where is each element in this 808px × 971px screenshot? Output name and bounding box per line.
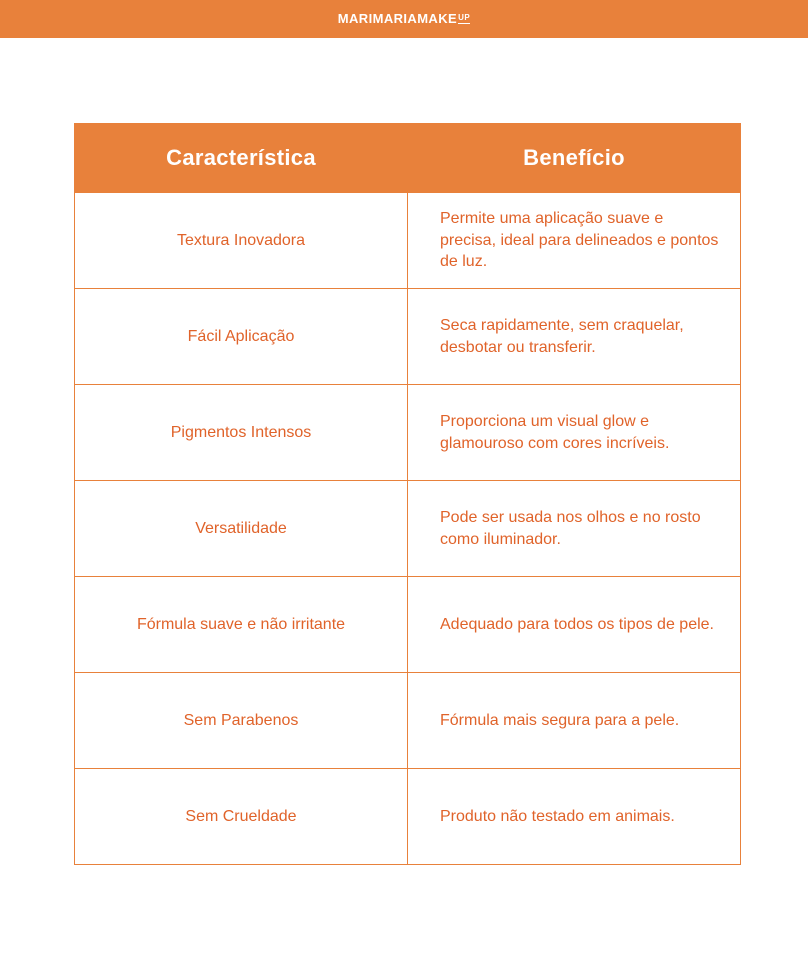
cell-benefit: Pode ser usada nos olhos e no rosto como iluminador. [408,481,741,577]
cell-feature: Sem Parabenos [75,673,408,769]
cell-benefit: Permite uma aplicação suave e precisa, ideal para delineados e pontos de luz. [408,193,741,289]
cell-benefit: Adequado para todos os tipos de pele. [408,577,741,673]
table-row [75,769,741,865]
column-header-benefit: Benefício [408,124,741,193]
table-header [75,124,741,193]
cell-feature: Pigmentos Intensos [75,385,408,481]
table-body [75,193,741,865]
cell-feature: Fácil Aplicação [75,289,408,385]
cell-feature: Fórmula suave e não irritante [75,577,408,673]
brand-header-bar [0,0,808,38]
table-row [75,289,741,385]
table-container [0,38,808,865]
table-row [75,673,741,769]
column-header-feature: Característica [75,124,408,193]
table-row [75,481,741,577]
features-benefits-table [74,123,741,865]
cell-benefit: Proporciona um visual glow e glamouroso com cores incríveis. [408,385,741,481]
brand-logo-main: MARIMARIAMAKE [337,11,458,26]
cell-benefit: Produto não testado em animais. [408,769,741,865]
table-row [75,193,741,289]
table-header-row [75,124,741,193]
cell-benefit: Fórmula mais segura para a pele. [408,673,741,769]
brand-logo-superscript: UP [458,13,471,22]
cell-feature: Sem Crueldade [75,769,408,865]
table-row [75,385,741,481]
cell-feature: Textura Inovadora [75,193,408,289]
cell-benefit: Seca rapidamente, sem craquelar, desbotar ou transferir. [408,289,741,385]
table-row [75,577,741,673]
cell-feature: Versatilidade [75,481,408,577]
brand-logo [338,11,470,27]
